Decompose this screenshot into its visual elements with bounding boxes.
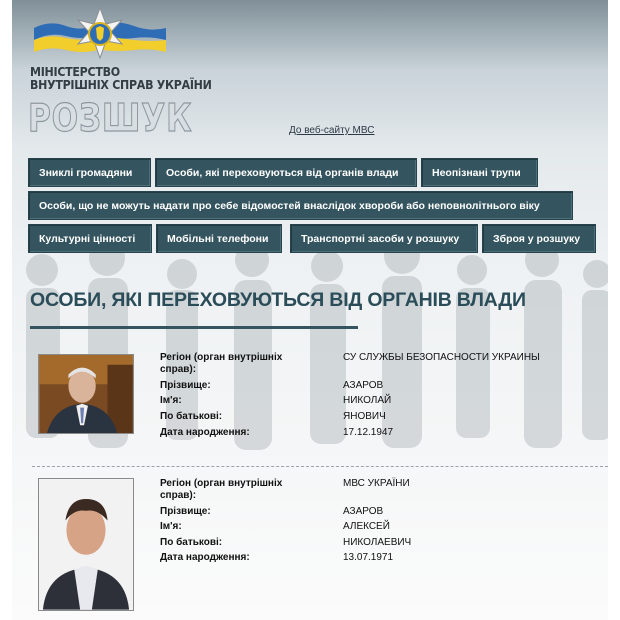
label-birth-date: Дата народження: [160, 552, 250, 563]
person-photo-2[interactable] [38, 478, 134, 611]
ministry-emblem [32, 6, 168, 62]
label-surname: Прізвище: [160, 506, 211, 517]
value-name: АЛЕКСЕЙ [343, 521, 390, 532]
page [12, 0, 608, 620]
label-surname: Прізвище: [160, 380, 211, 391]
ministry-name [30, 66, 212, 92]
nav-vehicles[interactable]: Транспортні засоби у розшуку [290, 224, 478, 253]
page-title: ОСОБИ, ЯКІ ПЕРЕХОВУЮТЬСЯ ВІД ОРГАНІВ ВЛАДИ [30, 289, 526, 311]
value-surname: АЗАРОВ [343, 506, 384, 517]
label-region: Регіон (орган внутрішніх справ): [160, 478, 283, 501]
value-region: МВС УКРАЇНИ [343, 478, 410, 489]
nav-cultural-values[interactable]: Культурні цінності [28, 224, 152, 253]
nav-fugitives[interactable]: Особи, які переховуються від органів влади [155, 158, 417, 187]
label-name: Ім'я: [160, 521, 182, 532]
value-birth-date: 13.07.1971 [343, 552, 394, 563]
label-region: Регіон (орган внутрішніх справ): [160, 352, 283, 375]
value-birth-date: 17.12.1947 [343, 427, 394, 438]
nav-missing-citizens[interactable]: Зниклі громадяни [28, 158, 151, 187]
title-underline [30, 326, 358, 329]
ministry-name-line2: ВНУТРІШНІХ СПРАВ УКРАЇНИ [30, 78, 212, 92]
value-patronymic: НИКОЛАЕВИЧ [343, 537, 412, 548]
nav-weapons[interactable]: Зброя у розшуку [482, 224, 596, 253]
nav-persons-unable-to-identify[interactable]: Особи, що не можуть надати про себе відомостей внаслідок хвороби або неповнолітнього віку [28, 191, 573, 220]
value-region: СУ СЛУЖБЫ БЕЗОПАСНОСТИ УКРАИНЫ [343, 352, 540, 363]
label-birth-date: Дата народження: [160, 427, 250, 438]
value-name: НИКОЛАЙ [343, 395, 392, 406]
ministry-name-line1: МІНІСТЕРСТВО [30, 65, 120, 79]
value-surname: АЗАРОВ [343, 380, 384, 391]
label-name: Ім'я: [160, 395, 182, 406]
label-patronymic: По батькові: [160, 537, 223, 548]
value-patronymic: ЯНОВИЧ [343, 411, 386, 422]
nav-mobile-phones[interactable]: Мобільні телефони [156, 224, 282, 253]
nav-unidentified-bodies[interactable]: Неопізнані трупи [421, 158, 538, 187]
ministry-website-link[interactable]: До веб-сайту МВС [289, 125, 375, 136]
record-divider [32, 466, 608, 467]
person-photo-1[interactable] [38, 354, 134, 434]
label-patronymic: По батькові: [160, 411, 223, 422]
section-logo-title: РОЗШУК [28, 96, 193, 140]
